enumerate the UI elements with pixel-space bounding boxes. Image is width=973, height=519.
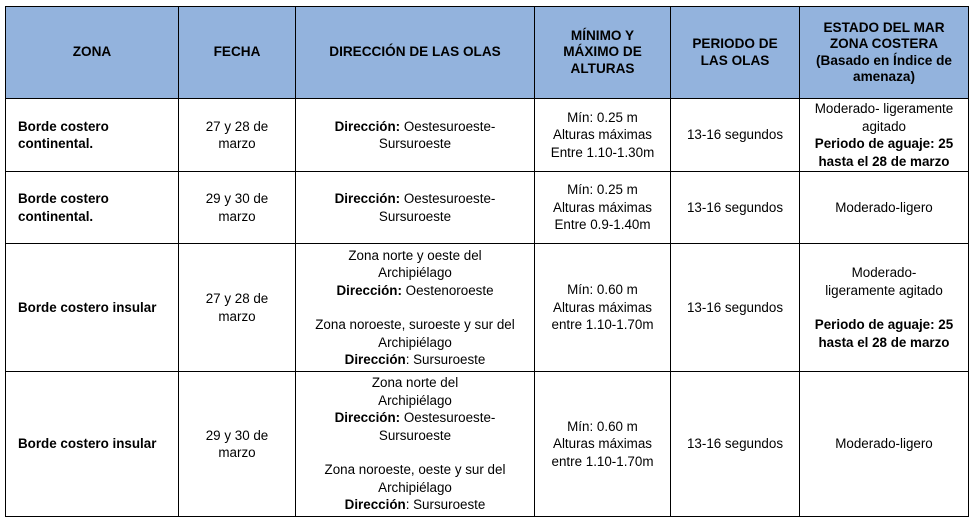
cell-fecha: 27 y 28 de marzo <box>179 244 296 372</box>
cell-zona: Borde costero insular <box>6 372 179 517</box>
cell-direccion: Zona norte del Archipiélago Dirección: Oestesuroeste- Sursuroeste Zona noroeste, oeste y sur del Archipiélago Dirección: Sursuroeste <box>296 372 535 517</box>
header-periodo: PERIODO DE LAS OLAS <box>671 7 800 99</box>
cell-alturas: Mín: 0.25 m Alturas máximas Entre 1.10-1.30m <box>535 99 671 172</box>
table-row <box>6 372 969 517</box>
direction-label: Dirección: <box>334 118 401 134</box>
header-zona: ZONA <box>6 7 179 99</box>
wave-forecast-table <box>5 6 969 517</box>
cell-fecha: 29 y 30 de marzo <box>179 372 296 517</box>
cell-periodo: 13-16 segundos <box>671 172 800 244</box>
cell-direccion: Zona norte y oeste del Archipiélago Dirección: Oestenoroeste Zona noroeste, suroeste y sur del Archipiélago Dirección: Sursuroeste <box>296 244 535 372</box>
cell-periodo: 13-16 segundos <box>671 99 800 172</box>
cell-direccion: Dirección: Oestesuroeste- Sursuroeste <box>296 99 535 172</box>
table-row <box>6 99 969 172</box>
cell-estado: Moderado- ligeramente agitado Periodo de aguaje: 25 hasta el 28 de marzo <box>800 244 969 372</box>
cell-estado: Moderado-ligero <box>800 172 969 244</box>
cell-periodo: 13-16 segundos <box>671 244 800 372</box>
cell-estado: Moderado-ligero <box>800 372 969 517</box>
direction-label: Dirección <box>344 497 406 513</box>
direction-label: Dirección: <box>334 410 401 426</box>
direction-label: Dirección <box>344 352 406 367</box>
cell-estado: Moderado- ligeramente agitado Periodo de aguaje: 25 hasta el 28 de marzo <box>800 99 969 172</box>
cell-zona: Borde costero continental. <box>6 172 179 244</box>
cell-zona: Borde costero continental. <box>6 99 179 172</box>
cell-direccion: Dirección: Oestesuroeste- Sursuroeste <box>296 172 535 244</box>
header-direccion: DIRECCIÓN DE LAS OLAS <box>296 7 535 99</box>
header-row <box>6 7 969 99</box>
cell-fecha: 29 y 30 de marzo <box>179 172 296 244</box>
cell-zona: Borde costero insular <box>6 244 179 372</box>
header-estado: ESTADO DEL MAR ZONA COSTERA (Basado en Índice de amenaza) <box>800 7 969 99</box>
cell-alturas: Mín: 0.60 m Alturas máximas entre 1.10-1.70m <box>535 372 671 517</box>
cell-periodo: 13-16 segundos <box>671 372 800 517</box>
table-row <box>6 172 969 244</box>
header-alturas: MÍNIMO Y MÁXIMO DE ALTURAS <box>535 7 671 99</box>
direction-label: Dirección: <box>336 282 402 298</box>
header-fecha: FECHA <box>179 7 296 99</box>
direction-label: Dirección: <box>334 191 401 206</box>
table-row <box>6 244 969 372</box>
cell-alturas: Mín: 0.60 m Alturas máximas entre 1.10-1.70m <box>535 244 671 372</box>
cell-fecha: 27 y 28 de marzo <box>179 99 296 172</box>
cell-alturas: Mín: 0.25 m Alturas máximas Entre 0.9-1.40m <box>535 172 671 244</box>
